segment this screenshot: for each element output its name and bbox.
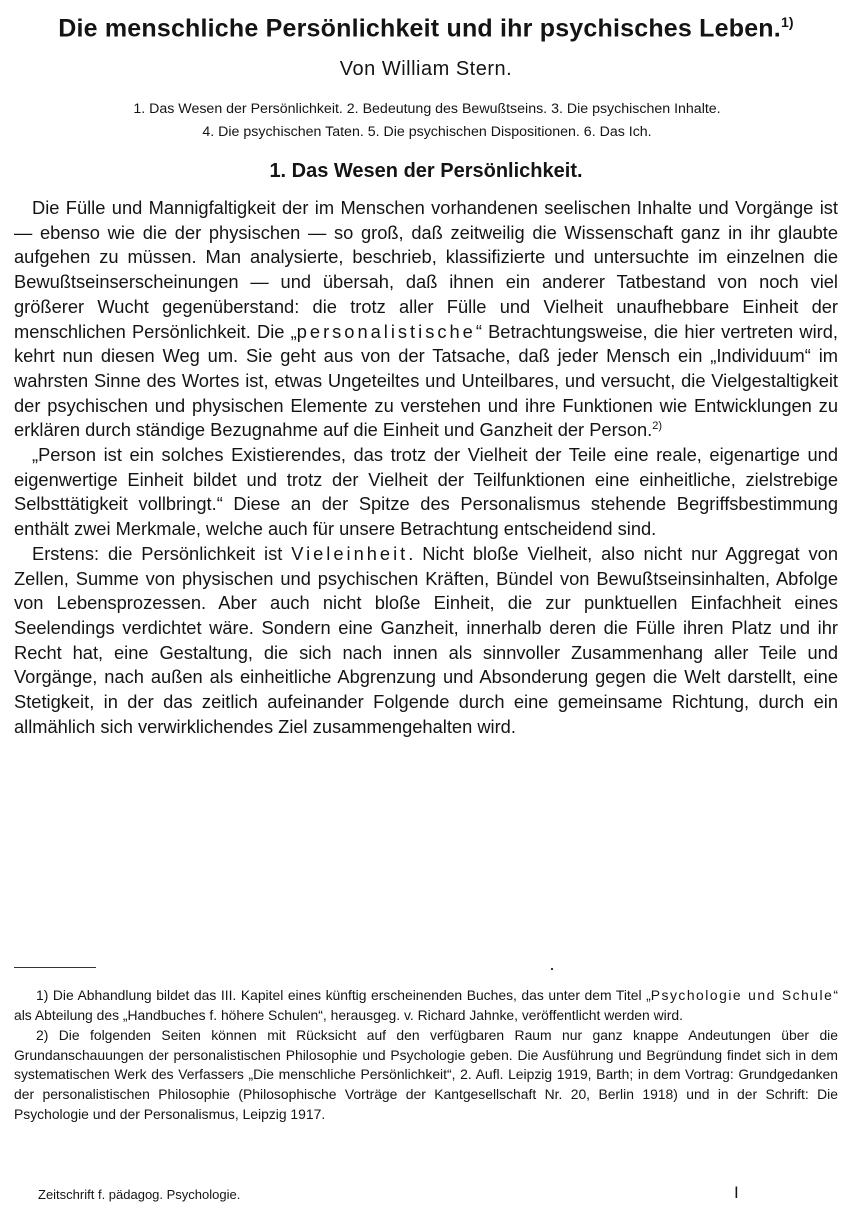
journal-footer: Zeitschrift f. pädagog. Psychologie.	[38, 1187, 241, 1202]
section-heading: 1. Das Wesen der Persönlichkeit.	[269, 160, 583, 182]
paragraph-1	[14, 196, 838, 443]
footnote-2-text: Die folgenden Seiten können mit Rücksicht auf den verfügbaren Raum nur ganz knappe Andeutungen über die Grundanschauungen der personalistischen Philosophie und Psychologie geben. Die Ausführung und Begründung findet sich in dem systematischen Werk des Verfassers „Die menschliche Persönlichkeit“, 2. Aufl. Leipzig 1919, Barth; in dem Vortrag: Grundgedanken der personalistischen Philosophie (Philosophische Vorträge der Kantgesellschaft Nr. 20, Berlin 1918) und in der Schrift: Die Psychologie und der Personalismus, Leipzig 1917.	[14, 1027, 838, 1122]
table-of-contents	[14, 98, 840, 144]
paragraph-1-part-a: Die Fülle und Mannigfaltigkeit der im Menschen vorhandenen seelischen Inhalte und Vorgänge ist — ebenso wie die der physischen — so groß, daß zeitweilig die Wissenschaft ganz in ihr glaubte aufgehen zu müssen. Man analysierte, beschrieb, klassifizierte und untersuchte im einzelnen die Bewußtseinserscheinungen — und übersah, daß ihnen ein anderer Tatbestand von noch viel größerer Wucht gegenüberstand: die trotz aller Fülle und Vielheit unaufhebbare Einheit der menschlichen Persönlichkeit. Die „	[14, 197, 838, 342]
footnote-2-mark: 2)	[36, 1027, 49, 1044]
footnote-1-mark: 1)	[36, 987, 49, 1003]
spaced-term-personalistische: personalistische	[296, 320, 476, 342]
spaced-term-psychologie-und-schule: Psychologie und Schule	[650, 987, 834, 1003]
spaced-term-vieleinheit: Vieleinheit	[291, 542, 409, 564]
footnotes	[14, 986, 838, 1125]
article-title	[0, 14, 852, 43]
footnote-1-part-b: “ als Abteilung des „Handbuches f. höhere Schulen“, herausgeg. v. Richard Jahnke, veröffentlicht werden wird.	[14, 987, 838, 1023]
toc-line-2: 4. Die psychischen Taten. 5. Die psychischen Dispositionen. 6. Das Ich.	[202, 124, 652, 140]
footnote-1	[14, 986, 838, 1025]
footnote-ref-2: 2)	[652, 420, 663, 433]
print-speck	[551, 968, 553, 970]
footnote-2	[14, 1026, 838, 1124]
body-text	[14, 196, 838, 739]
author-line: Von William Stern.	[339, 58, 513, 80]
paragraph-3-part-b: . Nicht bloße Vielheit, also nicht nur Aggregat von Zellen, Summe von physischen und psychischen Kräften, Bündel von Bewußtseinsinhalten, Abfolge von Lebensprozessen. Aber auch nicht bloße Einheit, die zur punktuellen Einfachheit eines Seelendings verdichtet wäre. Sondern eine Ganzheit, innerhalb deren die Fülle ihren Platz und ihr Recht hat, eine Gestaltung, die sich nach innen als sinnvoller Zusammenhang aller Teile und Vorgänge, nach außen als einheitliche Abgrenzung und Absonderung gegen die Welt darstellt, eine Stetigkeit, in der das zeitlich aufeinander Folgende durch eine gemeinsame Richtung, durch ein allmählich sich verwirklichendes Ziel zusammengehalten wird.	[14, 542, 838, 737]
paragraph-3-part-a: Erstens: die Persönlichkeit ist	[32, 542, 292, 564]
title-footnote-mark: 1)	[780, 14, 794, 30]
footnote-1-part-a: Die Abhandlung bildet das III. Kapitel eines künftig erscheinenden Buches, das unter dem Titel „	[48, 987, 651, 1003]
page-number: I	[734, 1183, 739, 1202]
paragraph-3	[14, 542, 838, 740]
toc-line-1: 1. Das Wesen der Persönlichkeit. 2. Bedeutung des Bewußtseins. 3. Die psychischen Inhalte.	[133, 101, 721, 117]
paragraph-2: „Person ist ein solches Existierendes, das trotz der Vielheit der Teile eine reale, eigenartige und eigenwertige Einheit bildet und trotz der Vielheit der Teilfunktionen eine einheitliche, zielstrebige Selbsttätigkeit vollbringt.“ Diese an der Spitze des Personalismus stehende Begriffsbestimmung enthält zwei Merkmale, welche auch für unsere Betrachtung entscheidend sind.	[14, 444, 838, 540]
paragraph-1-part-b: “ Betrachtungsweise, die hier vertreten wird, kehrt nun diesen Weg um. Sie geht aus von der Tatsache, daß jeder Mensch ein „Individuum“ im wahrsten Sinne des Wortes ist, etwas Ungeteiltes und Unteilbares, und versucht, die Vielgestaltigkeit der psychischen und physischen Elemente zu verstehen und ihre Funktionen wie Entwicklungen zu erklären durch ständige Bezugnahme auf die Einheit und Ganzheit der Person.	[14, 320, 838, 441]
footnote-divider	[14, 967, 96, 968]
title-text: Die menschliche Persönlichkeit und ihr psychisches Leben.	[58, 14, 781, 43]
